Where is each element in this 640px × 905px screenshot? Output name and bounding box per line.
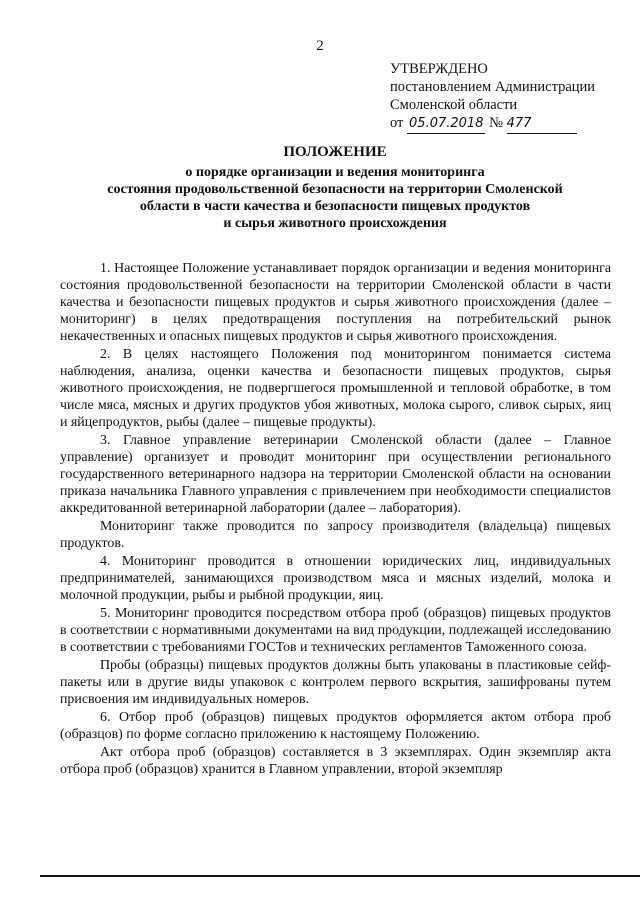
approval-line-1: постановлением Администрации [390, 79, 596, 95]
paragraph-3: 3. Главное управление ветеринарии Смоленской области (далее – Главное управление) организует и проводит мониторинг при осуществлении регионального государственного ветеринарного надзора на территории Смоленской области на основании приказа начальника Главного управления с привлечением при необходимости специалистов аккредитованной ветеринарной лаборатории (далее – лаборатория). [60, 433, 611, 516]
paragraph-1: 1. Настоящее Положение устанавливает порядок организации и ведения мониторинга состояния продовольственной безопасности на территории Смоленской области в части качества и безопасности пищевых продуктов и сырья животного происхождения (далее – мониторинг) в целях предотвращения поступления на потребительский рынок некачественных и опасных пищевых продуктов и сырья животного происхождения. [60, 261, 611, 344]
heading-line-3: области в части качества и безопасности пищевых продуктов [139, 199, 531, 214]
approval-title: УТВЕРЖДЕНО [390, 61, 488, 77]
paragraph-5-note: Пробы (образцы) пищевых продуктов должны быть упакованы в пластиковые сейф-пакеты или в другие виды упаковок с контролем первого вскрытия, зашифрованы путем присвоения им индивидуальных номеров. [60, 658, 611, 707]
heading-line-1: о порядке организации и ведения мониторинга [185, 165, 485, 180]
handwritten-number: 477 [507, 115, 577, 134]
heading-line-4: и сырья животного происхождения [223, 216, 447, 231]
paragraph-6: 6. Отбор проб (образцов) пищевых продуктов оформляется актом отбора проб (образцов) по форме согласно приложению к настоящему Положению. [60, 710, 611, 742]
document-title: ПОЛОЖЕНИЕ [283, 144, 387, 160]
paragraph-6-note: Акт отбора проб (образцов) составляется в 3 экземплярах. Один экземпляр акта отбора проб (образцов) хранится в Главном управлении, второй экземпляр [60, 745, 611, 777]
page-bottom-rule [40, 875, 640, 877]
document-heading [40, 144, 630, 232]
paragraph-3-note: Мониторинг также проводится по запросу производителя (владельца) пищевых продуктов. [60, 519, 611, 551]
page-number: 2 [316, 38, 324, 54]
number-label: № [489, 115, 503, 131]
heading-line-2: состояния продовольственной безопасности на территории Смоленской [107, 182, 563, 197]
paragraph-4: 4. Мониторинг проводится в отношении юридических лиц, индивидуальных предпринимателей, занимающихся производством мяса и мясных изделий, молока и молочной продукции, рыбы и рыбной продукции, яиц. [60, 554, 611, 603]
paragraph-2: 2. В целях настоящего Положения под мониторингом понимается система наблюдения, анализа, оценки качества и безопасности пищевых продуктов, сырья животного происхождения, не подвергшегося промышленной и тепловой обработке, в том числе мяса, мясных и других продуктов убоя животных, молока сырого, сливок сырых, яиц и яйцепродуктов, рыбы (далее – пищевые продукты). [60, 347, 611, 430]
from-label: от [390, 115, 404, 131]
approval-block [390, 60, 620, 134]
paragraph-5: 5. Мониторинг проводится посредством отбора проб (образцов) пищевых продуктов в соответствии с нормативными документами на вид продукции, подлежащей исследованию в соответствии с требованиями ГОСТов и технических регламентов Таможенного союза. [60, 606, 611, 655]
approval-date-line [390, 114, 620, 134]
handwritten-date: 05.07.2018 [407, 115, 485, 134]
document-body [60, 260, 611, 779]
approval-line-2: Смоленской области [390, 97, 518, 113]
